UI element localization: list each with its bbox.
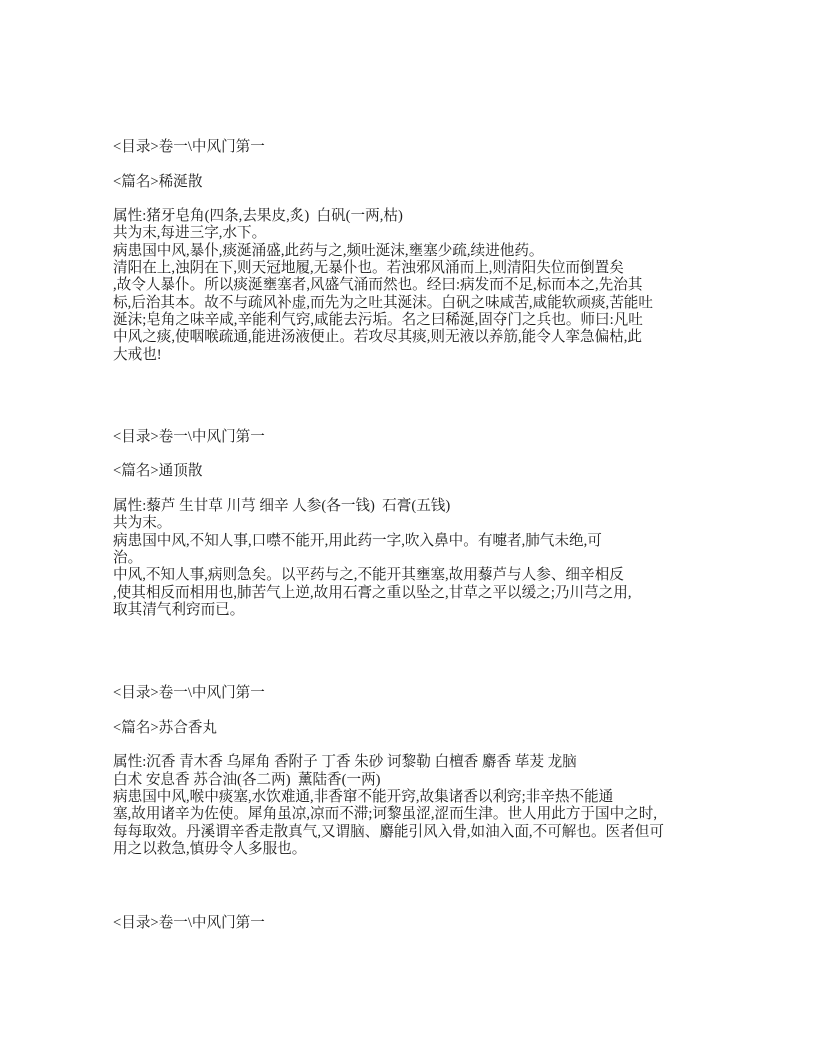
text-line: 病患国中风,不知人事,口噤不能开,用此药一字,吹入鼻中。有嚏者,肺气未绝,可: [113, 532, 602, 549]
text-line: 涎沫;皂角之味辛咸,辛能利气窍,咸能去污垢。名之曰稀涎,固夺门之兵也。师曰:凡吐: [113, 311, 643, 328]
section-xixiansan: [113, 139, 773, 364]
toc-line: <目录>卷一\中风门第一: [113, 685, 265, 702]
text-line: 共为末,每进三字,水下。: [113, 225, 267, 242]
document-page: [113, 139, 773, 950]
text-line: 用之以救急,慎毋令人多服也。: [113, 840, 307, 857]
text-line: 大戒也!: [113, 346, 162, 363]
section-title: <篇名>通顶散: [113, 463, 203, 480]
text-line: 属性:猪牙皂角(四条,去果皮,炙) 白矾(一两,枯): [113, 208, 403, 225]
text-line: ,故令人暴仆。所以痰涎壅塞者,风盛气涌而然也。经曰:病发而不足,标而本之,先治其: [113, 277, 643, 294]
section-tongdingsan: [113, 429, 773, 619]
text-line: 共为末。: [113, 515, 172, 532]
text-line: 中风之痰,使咽喉疏通,能进汤液便止。若攻尽其痰,则无液以养筋,能令人挛急偏枯,此: [113, 329, 643, 346]
text-line: 治。: [113, 549, 143, 566]
text-line: 白术 安息香 苏合油(各二两) 薰陆香(一两): [113, 771, 381, 788]
text-line: 标,后治其本。故不与疏风补虚,而先为之吐其涎沫。白矾之味咸苦,咸能软顽痰,苦能吐: [113, 294, 653, 311]
text-line: 属性:沉香 青木香 乌犀角 香附子 丁香 朱砂 诃黎勒 白檀香 麝香 荜茇 龙脑: [113, 754, 577, 771]
section-suhexiangwan: [113, 685, 773, 858]
text-line: 塞,故用诸辛为佐使。犀角虽凉,凉而不滞;诃黎虽涩,涩而生津。世人用此方于国中之时,: [113, 806, 658, 823]
text-line: 属性:藜芦 生甘草 川芎 细辛 人参(各一钱) 石膏(五钱): [113, 498, 451, 515]
toc-line: <目录>卷一\中风门第一: [113, 428, 265, 445]
section-title: <篇名>稀涎散: [113, 173, 203, 190]
toc-line: <目录>卷一\中风门第一: [113, 915, 265, 932]
text-line: 取其清气利窍而已。: [113, 601, 245, 618]
text-line: 清阳在上,浊阴在下,则天冠地履,无暴仆也。若浊邪风涌而上,则清阳失位而倒置矣: [113, 260, 624, 277]
section-title: <篇名>苏合香丸: [113, 719, 218, 736]
toc-line: <目录>卷一\中风门第一: [113, 139, 265, 155]
text-line: 病患国中风,喉中痰塞,水饮难通,非香窜不能开窍,故集诸香以利窍;非辛热不能通: [113, 788, 614, 805]
text-line: 中风,不知人事,病则急矣。以平药与之,不能开其壅塞,故用藜芦与人参、细辛相反: [113, 567, 624, 584]
text-line: ,使其相反而相用也,肺苦气上逆,故用石膏之重以坠之,甘草之平以缓之;乃川芎之用,: [113, 584, 632, 601]
text-line: 病患国中风,暴仆,痰涎涌盛,此药与之,频吐涎沫,壅塞少疏,续进他药。: [113, 242, 544, 259]
section-next-toc: [113, 915, 773, 932]
text-line: 每每取效。丹溪谓辛香走散真气,又谓脑、麝能引风入骨,如油入面,不可解也。医者但可: [113, 823, 664, 840]
